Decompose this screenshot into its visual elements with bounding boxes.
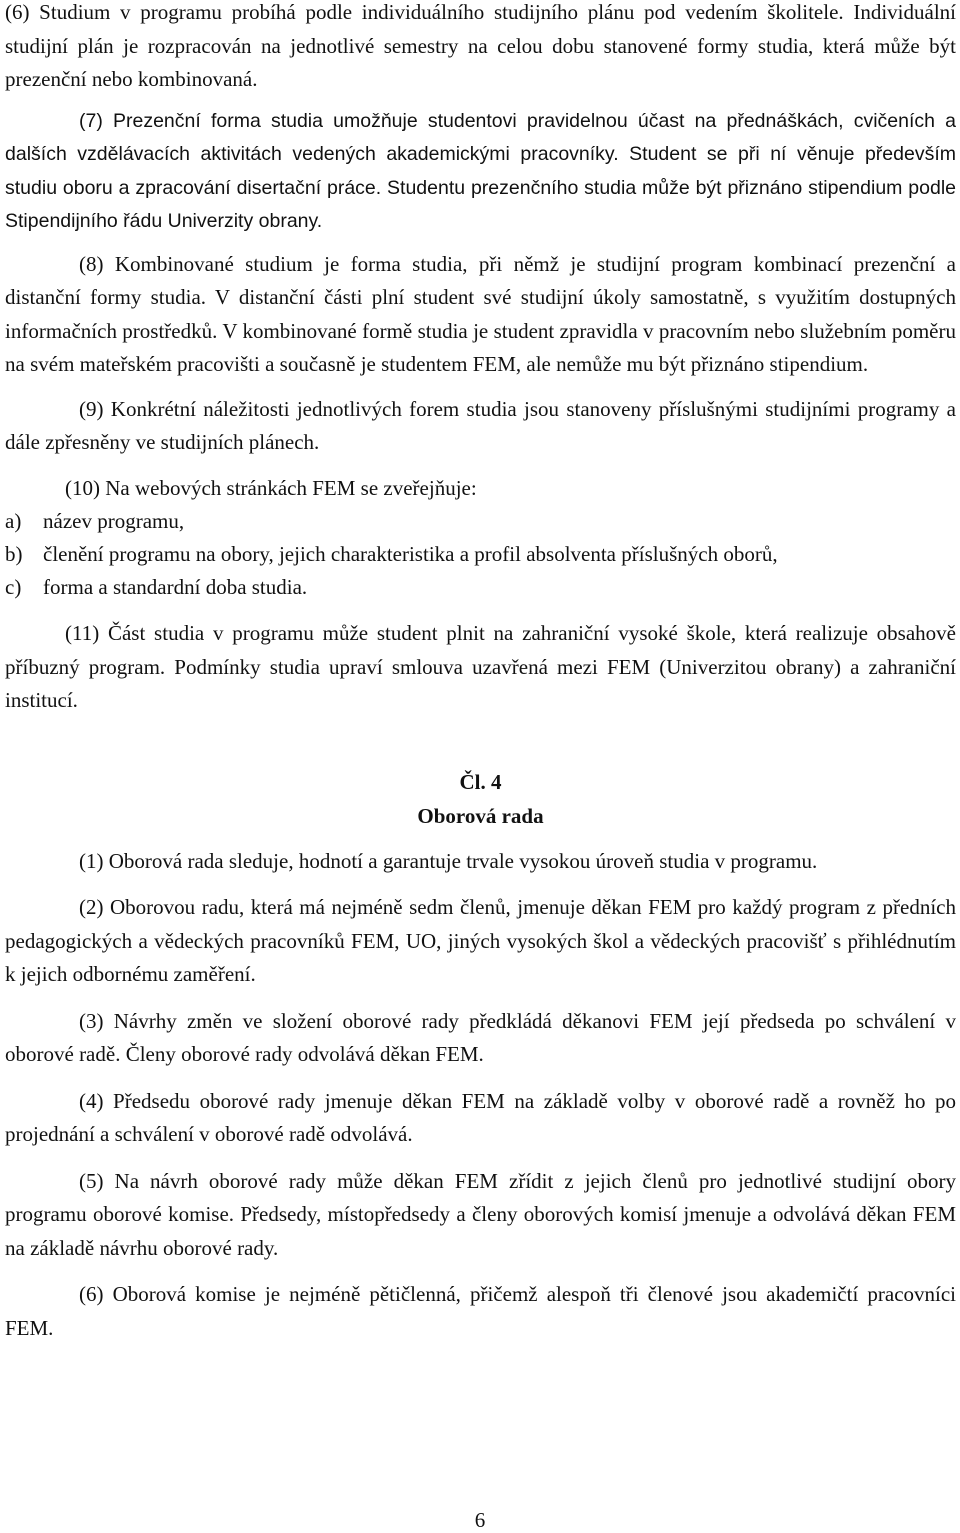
list-text: forma a standardní doba studia. [43,575,308,599]
document-page [5,0,956,1345]
article-number: Čl. 4 [459,769,502,794]
list-letter: c) [5,575,22,599]
article-paragraph-2: (2) Oborovou radu, která má nejméně sedm členů, jmenuje děkan FEM pro každý program z předních pedagogických a vědeckých pracovníků FEM, UO, jiných vysokých škol a vědeckých pracovišť s přihlédnutím k jejich odbornému zaměření. [5,895,956,986]
article-paragraph-3: (3) Návrhy změn ve složení oborové rady předkládá děkanovi FEM její předseda po schválení v oborové radě. Členy oborové rady odvolává děkan FEM. [5,1008,956,1066]
paragraph-8: (8) Kombinované studium je forma studia, při němž je studijní program kombinací prezenční a distanční formy studia. V distanční části plní student své studijní úkoly samostatně, s využitím dostupných informačních prostředků. V kombinované formě studia je student zpravidla v pracovním nebo služebním poměru na svém mateřském pracovišti a současně je studentem FEM, ale nemůže mu být přiznáno stipendium. [5,251,956,376]
paragraph-9: (9) Konkrétní náležitosti jednotlivých forem studia jsou stanoveny příslušnými studijními programy a dále zpřesněny ve studijních plánech. [5,396,956,454]
article-paragraph-1: (1) Oborová rada sleduje, hodnotí a garantuje trvale vysokou úroveň studia v programu. [79,848,818,873]
page-number: 6 [474,1508,486,1532]
list-text: název programu, [43,509,185,533]
article-paragraph-4: (4) Předsedu oborové rady jmenuje děkan FEM na základě volby v oborové radě a rovněž ho po projednání a schválení v oborové radě odvolává. [5,1088,956,1146]
article-paragraph-6: (6) Oborová komise je nejméně pětičlenná, přičemž alespoň tři členové jsou akademičtí pracovníci FEM. [5,1282,956,1340]
paragraph-11: (11) Část studia v programu může student plnit na zahraniční vysoké škole, která realizuje obsahově příbuzný program. Podmínky studia upraví smlouva uzavřená mezi FEM (Univerzitou obrany) a zahraniční institucí. [5,621,956,712]
paragraph-7: (7) Prezenční forma studia umožňuje studentovi pravidelnou účast na přednáškách, cvičeních a dalších vzdělávacích aktivitách vedených akademickými pracovníky. Student se při ní věnuje především studiu oboru a zpracování disertační práce. Studentu prezenčního studia může být přiznáno stipendium podle Stipendijního řádu Univerzity obrany. [5,109,956,232]
article-paragraph-5: (5) Na návrh oborové rady může děkan FEM zřídit z jejich členů pro jednotlivé studijní obory programu oborové komise. Předsedy, místopředsedy a členy oborových komisí jmenuje a odvolává děkan FEM na základě návrhu oborové rady. [5,1168,956,1260]
list-letter: b) [5,542,23,566]
list-item [5,571,956,604]
publication-list [5,505,956,604]
list-letter: a) [5,509,22,533]
paragraph-10: (10) Na webových stránkách FEM se zveřejňuje: [65,475,477,500]
list-item [5,538,956,571]
list-item [5,505,956,538]
list-text: členění programu na obory, jejich charakteristika a profil absolventa příslušných oborů, [43,542,778,566]
paragraph-6-studium: (6) Studium v programu probíhá podle individuálního studijního plánu pod vedením školitele. Individuální studijní plán je rozpracován na jednotlivé semestry na celou dobu stanovené formy studia, která může být prezenční nebo kombinovaná. [5,0,956,91]
article-title: Oborová rada [417,803,544,828]
